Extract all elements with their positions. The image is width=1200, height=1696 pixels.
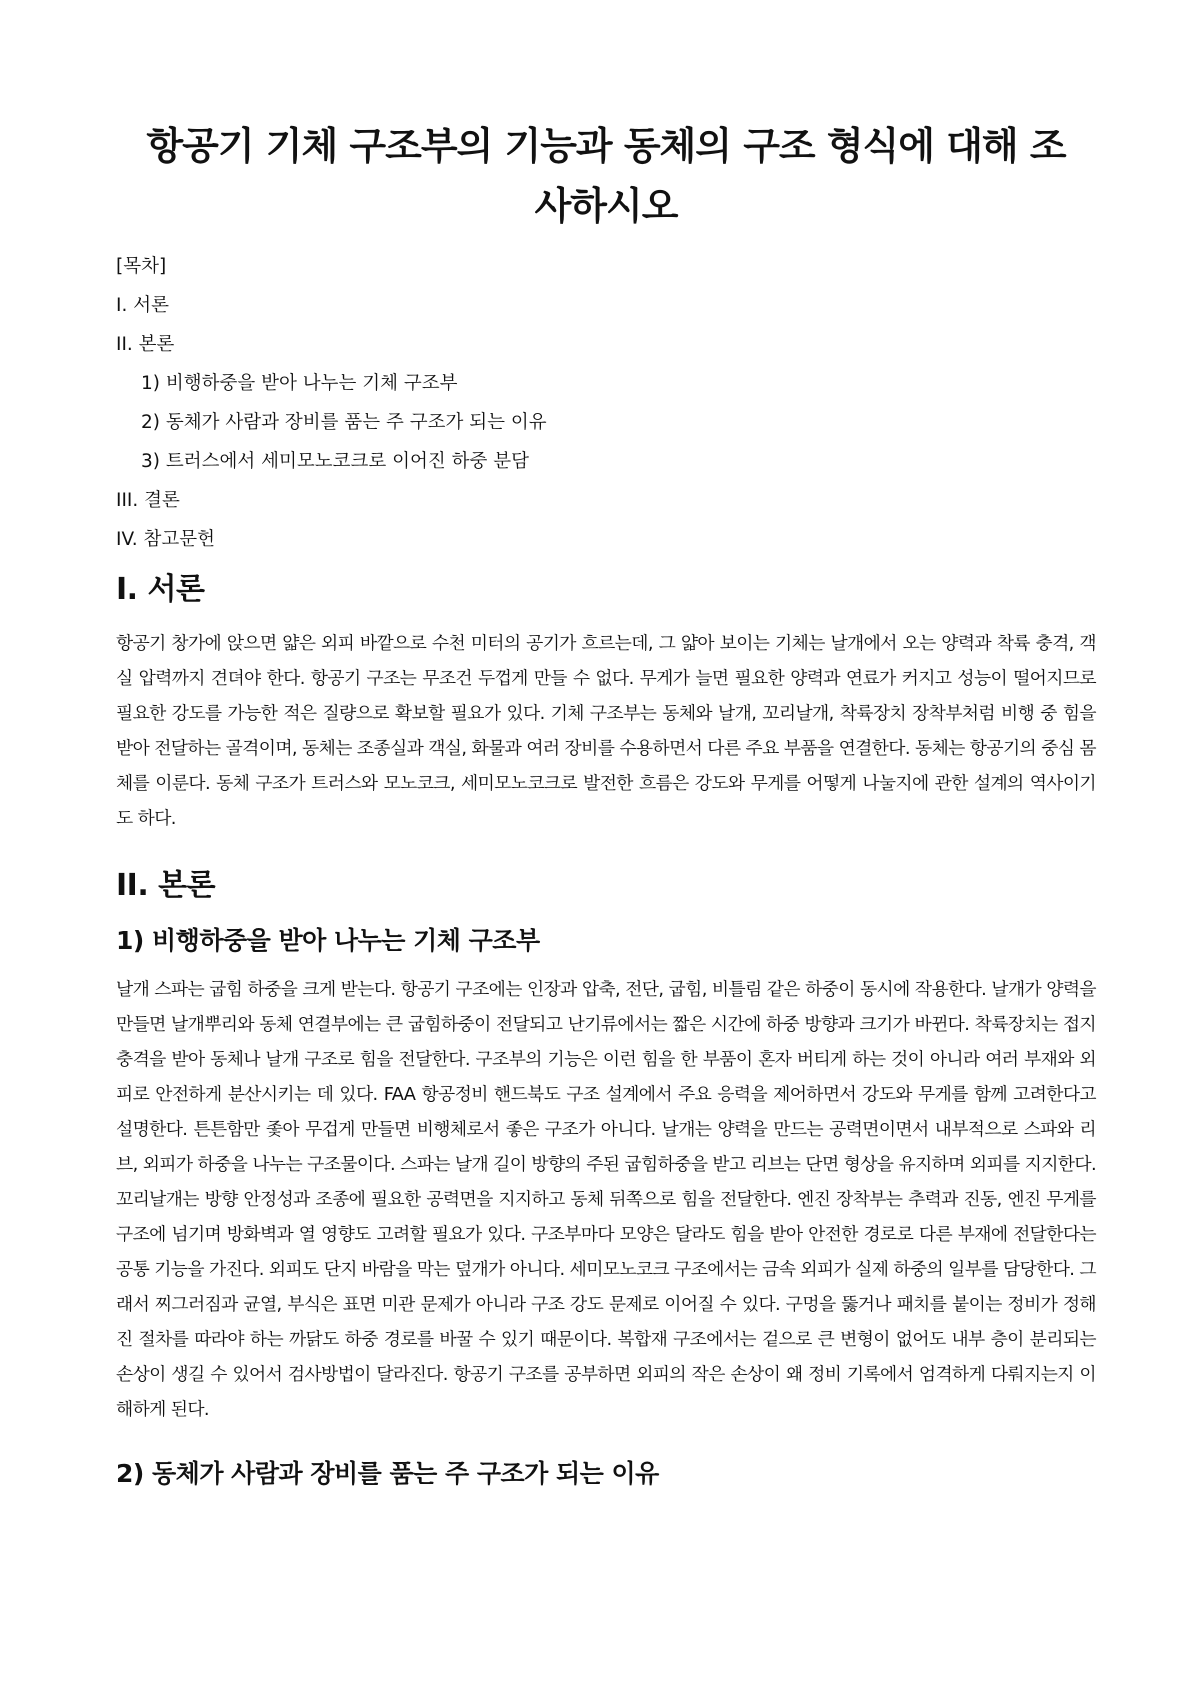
toc-subitem: 1) 비행하중을 받아 나누는 기체 구조부 bbox=[141, 373, 458, 394]
subsection-heading-2: 2) 동체가 사람과 장비를 품는 주 구조가 되는 이유 bbox=[116, 1459, 659, 1488]
section-heading-body: II. 본론 bbox=[116, 868, 216, 903]
section-heading-intro: I. 서론 bbox=[116, 572, 205, 607]
table-of-contents bbox=[116, 254, 1096, 552]
toc-item: III. 결론 bbox=[116, 490, 180, 511]
document-page bbox=[116, 116, 1096, 1505]
toc-item: II. 본론 bbox=[116, 334, 175, 355]
intro-paragraph: 항공기 창가에 앉으면 얇은 외피 바깥으로 수천 미터의 공기가 흐르는데, 그 얇아 보이는 기체는 날개에서 오는 양력과 착륙 충격, 객실 압력까지 견뎌야 한다. 항공기 구조는 무조건 두껍게 만들 수 없다. 무게가 늘면 필요한 양력과 연료가 커지고 성능이 떨어지므로 필요한 강도를 가능한 적은 질량으로 확보할 필요가 있다. 기체 구조부는 동체와 날개, 꼬리날개, 착륙장치 장착부처럼 비행 중 힘을 받아 전달하는 골격이며, 동체는 조종실과 객실, 화물과 여러 장비를 수용하면서 다른 주요 부품을 연결한다. 동체는 항공기의 중심 몸체를 이룬다. 동체 구조가 트러스와 모노코크, 세미모노코크로 발전한 흐름은 강도와 무게를 어떻게 나눌지에 관한 설계의 역사이기도 하다. bbox=[116, 633, 1096, 829]
toc-subitem: 3) 트러스에서 세미모노코크로 이어진 하중 분담 bbox=[141, 451, 529, 472]
subsection-heading-1: 1) 비행하중을 받아 나누는 기체 구조부 bbox=[116, 926, 540, 955]
toc-item: IV. 참고문헌 bbox=[116, 529, 215, 550]
document-title: 항공기 기체 구조부의 기능과 동체의 구조 형식에 대해 조사하시오 bbox=[146, 124, 1066, 228]
toc-item: I. 서론 bbox=[116, 295, 169, 316]
subsection-1-paragraph: 날개 스파는 굽힘 하중을 크게 받는다. 항공기 구조에는 인장과 압축, 전단, 굽힘, 비틀림 같은 하중이 동시에 작용한다. 날개가 양력을 만들면 날개뿌리와 동체 연결부에는 큰 굽힘하중이 전달되고 난기류에서는 짧은 시간에 하중 방향과 크기가 바뀐다. 착륙장치는 접지 충격을 받아 동체나 날개 구조로 힘을 전달한다. 구조부의 기능은 이런 힘을 한 부품이 혼자 버티게 하는 것이 아니라 여러 부재와 외피로 안전하게 분산시키는 데 있다. FAA 항공정비 핸드북도 구조 설계에서 주요 응력을 제어하면서 강도와 무게를 함께 고려한다고 설명한다. 튼튼함만 좇아 무겁게 만들면 비행체로서 좋은 구조가 아니다. 날개는 양력을 만드는 공력면이면서 내부적으로 스파와 리브, 외피가 하중을 나누는 구조물이다. 스파는 날개 길이 방향의 주된 굽힘하중을 받고 리브는 단면 형상을 유지하며 외피를 지지한다. 꼬리날개는 방향 안정성과 조종에 필요한 공력면을 지지하고 동체 뒤쪽으로 힘을 전달한다. 엔진 장착부는 추력과 진동, 엔진 무게를 구조에 넘기며 방화벽과 열 영향도 고려할 필요가 있다. 구조부마다 모양은 달라도 힘을 받아 안전한 경로로 다른 부재에 전달한다는 공통 기능을 가진다. 외피도 단지 바람을 막는 덮개가 아니다. 세미모노코크 구조에서는 금속 외피가 실제 하중의 일부를 담당한다. 그래서 찌그러짐과 균열, 부식은 표면 미관 문제가 아니라 구조 강도 문제로 이어질 수 있다. 구멍을 뚫거나 패치를 붙이는 정비가 정해진 절차를 따라야 하는 까닭도 하중 경로를 바꿀 수 있기 때문이다. 복합재 구조에서는 겉으로 큰 변형이 없어도 내부 층이 분리되는 손상이 생길 수 있어서 검사방법이 달라진다. 항공기 구조를 공부하면 외피의 작은 손상이 왜 정비 기록에서 엄격하게 다뤄지는지 이해하게 된다. bbox=[116, 979, 1096, 1420]
toc-heading: [목차] bbox=[116, 256, 167, 277]
toc-subitem: 2) 동체가 사람과 장비를 품는 주 구조가 되는 이유 bbox=[141, 412, 547, 433]
